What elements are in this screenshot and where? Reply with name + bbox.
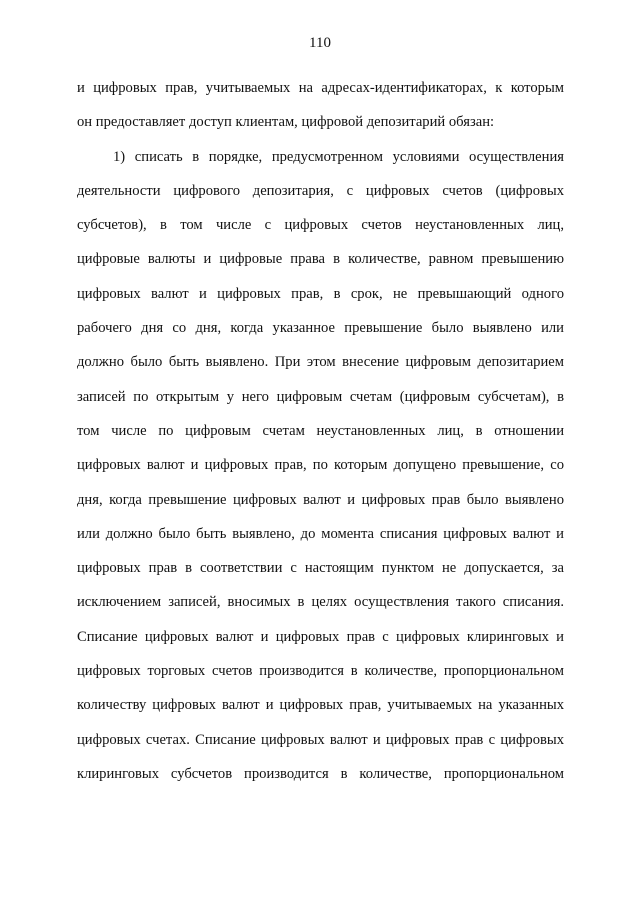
- text-line: рабочего дня со дня, когда указанное превышение было выявлено или: [77, 320, 564, 337]
- text-line: субсчетов), в том числе с цифровых счетов неустановленных лиц,: [77, 217, 564, 234]
- text-line: записей по открытым у него цифровым счетам (цифровым субсчетам), в: [77, 388, 564, 405]
- text-line: цифровые валюты и цифровые права в количестве, равном превышению: [77, 251, 564, 268]
- page-number: 110: [309, 35, 331, 51]
- text-line: том числе по цифровым счетам неустановленных лиц, в отношении: [77, 422, 564, 439]
- text-line: дня, когда превышение цифровых валют и цифровых прав было выявлено: [77, 491, 564, 508]
- text-line: цифровых торговых счетов производится в количестве, пропорциональном: [77, 663, 564, 680]
- document-body: [77, 71, 564, 791]
- list-item-line: 1) списать в порядке, предусмотренном условиями осуществления: [113, 148, 564, 165]
- text-line: исключением записей, вносимых в целях осуществления такого списания.: [77, 594, 564, 611]
- text-line: количеству цифровых валют и цифровых прав, учитываемых на указанных: [77, 697, 564, 714]
- text-line: должно было быть выявлено. При этом внесение цифровым депозитарием: [77, 354, 564, 371]
- text-line: цифровых валют и цифровых прав, в срок, не превышающий одного: [77, 285, 564, 302]
- text-line: деятельности цифрового депозитария, с цифровых счетов (цифровых: [77, 182, 564, 199]
- text-line: цифровых счетах. Списание цифровых валют и цифровых прав с цифровых: [77, 731, 564, 748]
- text-line: он предоставляет доступ клиентам, цифровой депозитарий обязан:: [77, 114, 495, 131]
- text-line: цифровых прав в соответствии с настоящим пунктом не допускается, за: [77, 560, 564, 577]
- text-line: или должно было быть выявлено, до момента списания цифровых валют и: [77, 525, 564, 542]
- text-line: цифровых валют и цифровых прав, по которым допущено превышение, со: [77, 457, 564, 474]
- text-line: клиринговых субсчетов производится в количестве, пропорциональном: [77, 765, 564, 782]
- text-line: и цифровых прав, учитываемых на адресах-идентификаторах, к которым: [77, 80, 564, 96]
- text-line: Списание цифровых валют и цифровых прав с цифровых клиринговых и: [77, 628, 564, 645]
